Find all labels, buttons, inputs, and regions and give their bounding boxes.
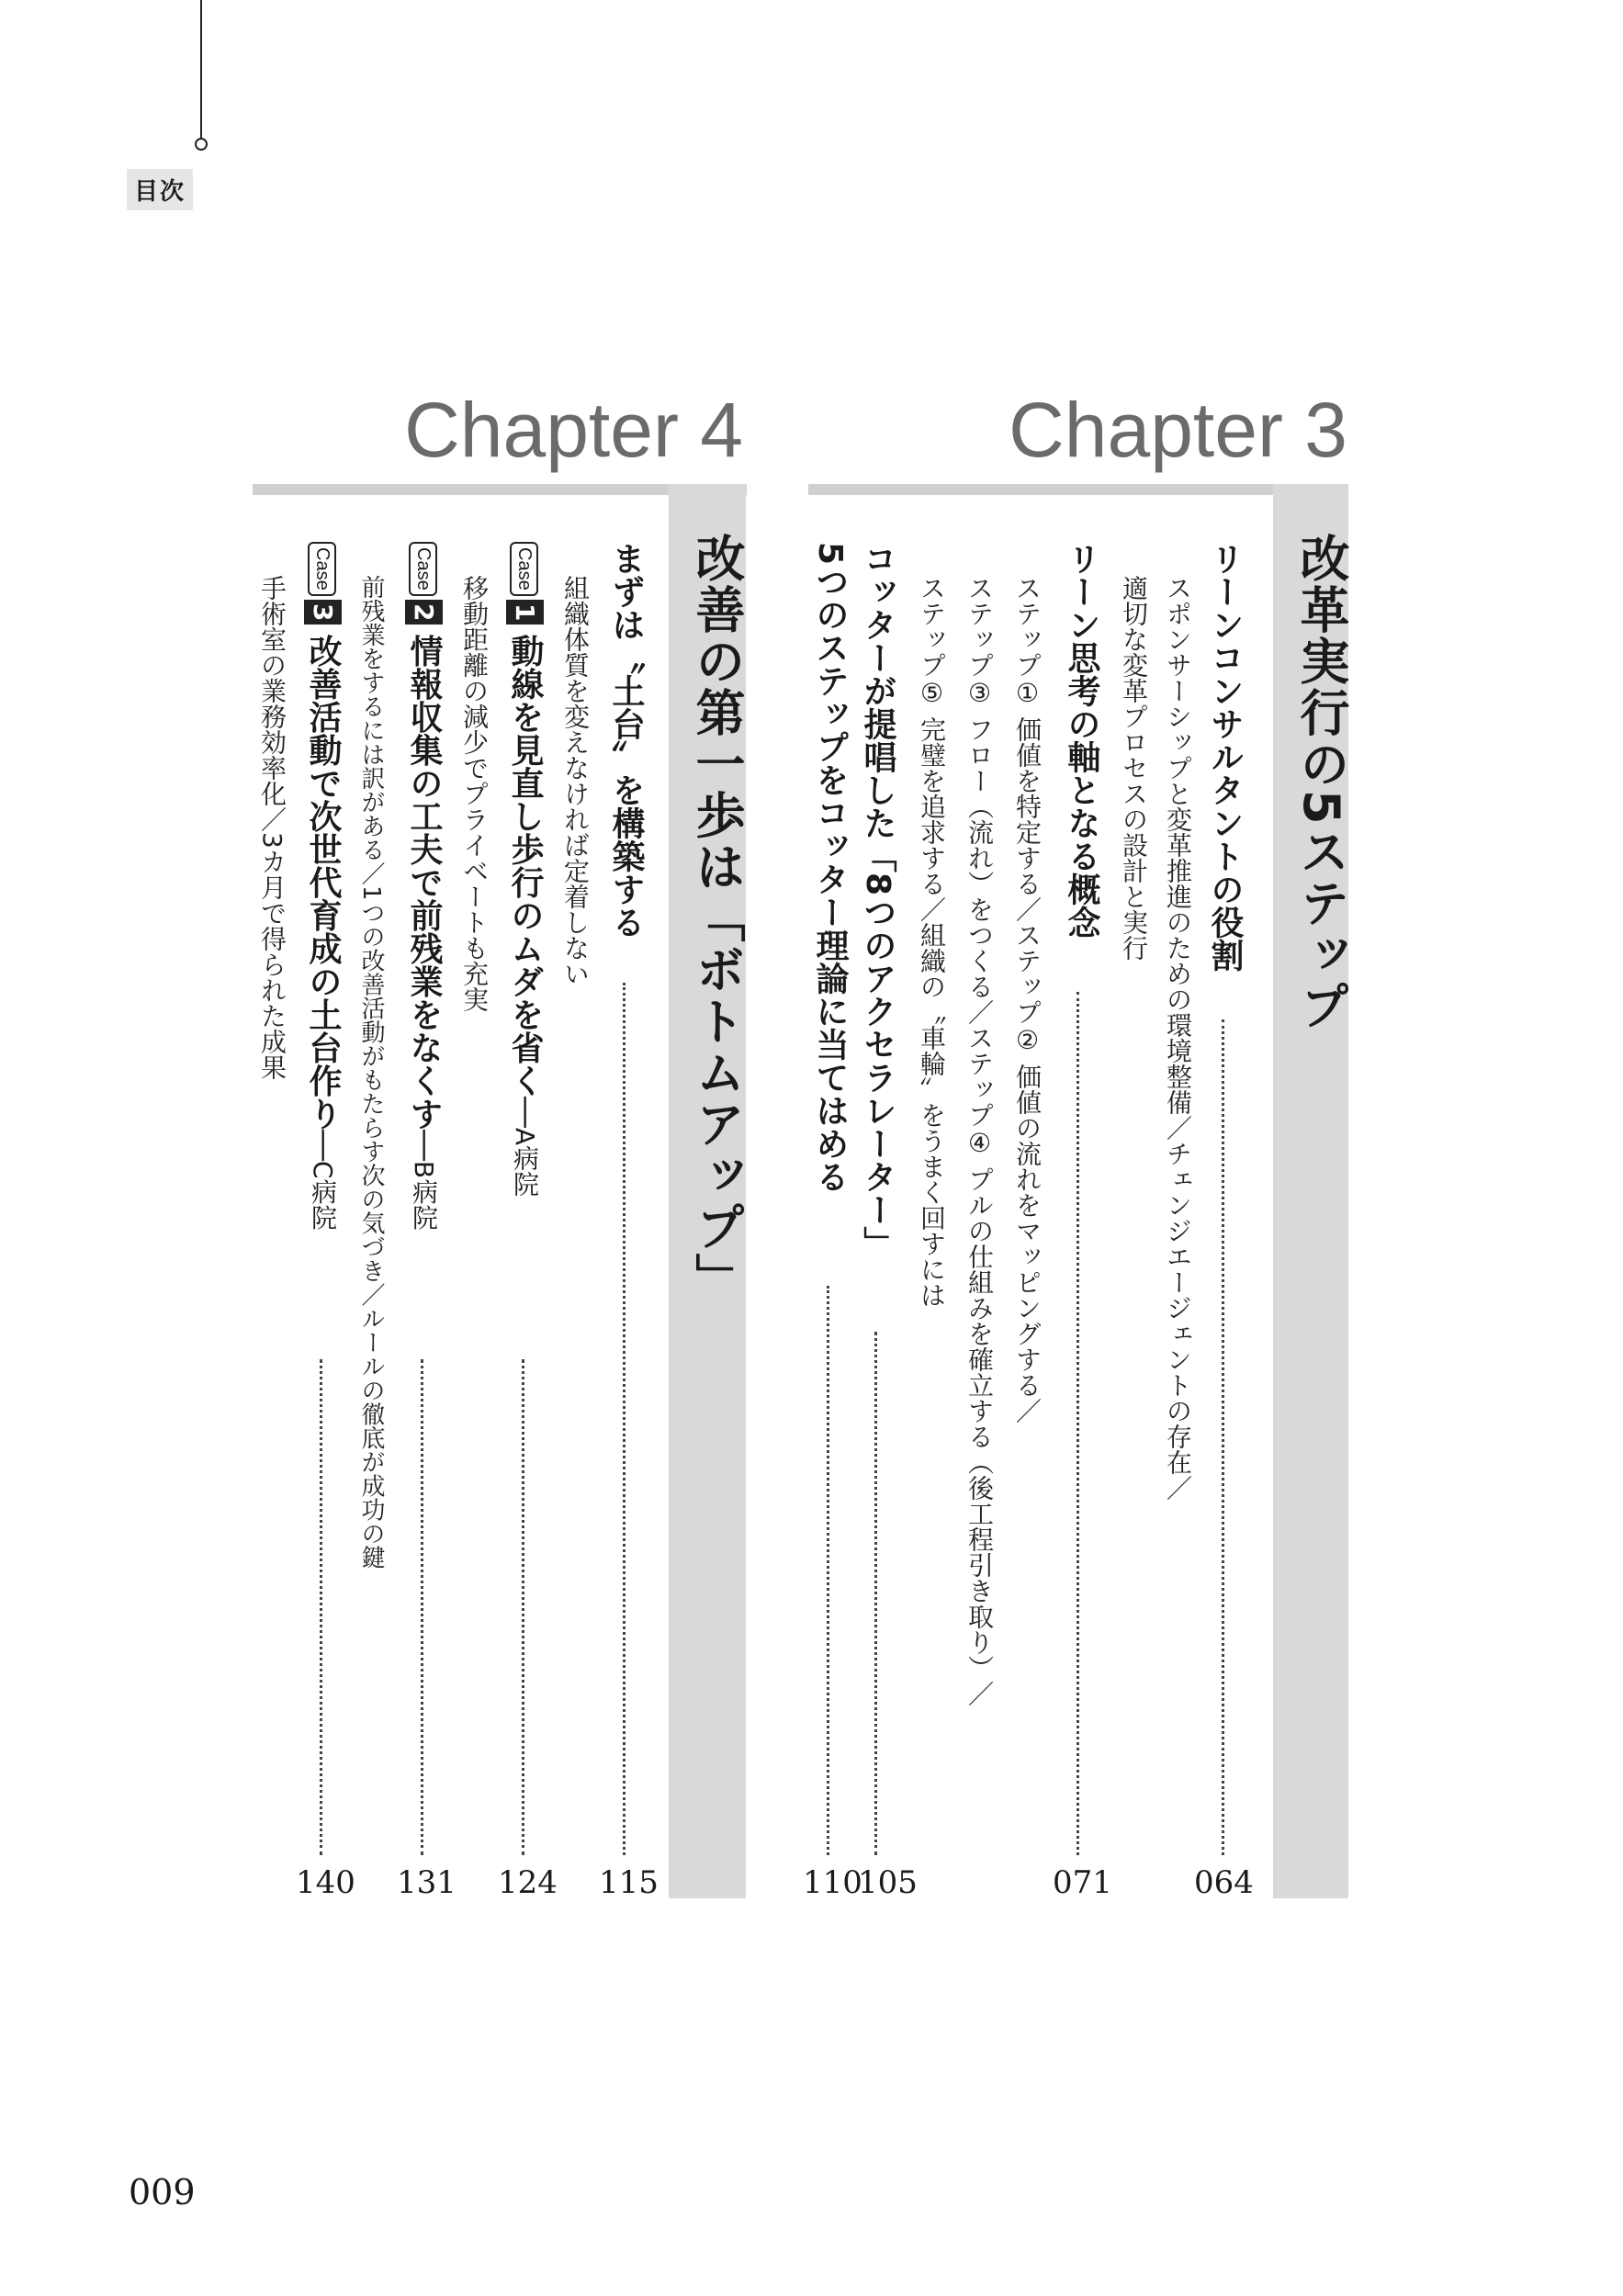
toc-entry-sub: スポンサーシップと変革推進のための環境整備／チェンジエージェントの存在／ xyxy=(1163,575,1193,1501)
leader-dots xyxy=(320,1359,322,1855)
leader-dots xyxy=(522,1359,524,1855)
chapter-3-heading: Chapter 3 xyxy=(1009,387,1347,473)
case-badge: Case xyxy=(308,542,336,596)
leader-dots xyxy=(421,1359,423,1855)
margin-marker-dot xyxy=(195,138,208,151)
toc-entry-suffix: ──B病院 xyxy=(409,1130,439,1231)
page-number: 105 xyxy=(858,1864,918,1901)
toc-entry-case-1 xyxy=(502,542,548,1197)
page-number: 064 xyxy=(1194,1864,1254,1901)
case-badge: Case xyxy=(409,542,437,596)
page-number: 110 xyxy=(803,1864,862,1901)
toc-entry-sub: ステップ③ フロー（流れ）をつくる／ステップ④ プルの仕組みを確立する（後工程引き取り）／ xyxy=(964,575,995,1706)
toc-entry-title: 改善活動で次世代育成の土台作り xyxy=(304,634,342,1131)
toc-entry-case-2 xyxy=(400,542,447,1230)
leader-dots xyxy=(1076,992,1079,1855)
toc-entry-sub: 手術室の業務効率化／3カ月で得られた成果 xyxy=(257,575,287,1080)
case-number: 3 xyxy=(304,600,342,625)
chapter-4-heading: Chapter 4 xyxy=(404,387,743,473)
toc-entry-sub: 適切な変革プロセスの設計と実行 xyxy=(1119,575,1149,961)
toc-entry-title: まずは〝土台〟を構築する xyxy=(607,542,645,939)
page-number: 071 xyxy=(1053,1864,1112,1901)
leader-dots xyxy=(874,1332,877,1855)
toc-entry-title: リーンコンサルタントの役割 xyxy=(1206,542,1244,972)
toc-label: 目次 xyxy=(127,169,193,210)
leader-dots xyxy=(827,1286,829,1855)
toc-entry-sub: ステップ① 価値を特定する／ステップ② 価値の流れをマッピングする／ xyxy=(1012,575,1043,1424)
page-number: 115 xyxy=(599,1864,659,1901)
leader-dots xyxy=(623,983,626,1855)
margin-marker-line xyxy=(200,0,202,140)
case-number: 2 xyxy=(405,600,443,625)
page-number: 124 xyxy=(498,1864,558,1901)
toc-entry-title: 動線を見直し歩行のムダを省く xyxy=(506,634,544,1097)
toc-entry-sub: ステップ⑤ 完璧を追求する／組織の〝車輪〟をうまく回すには xyxy=(917,575,947,1308)
toc-entry-title: コッターが提唱した「8つのアクセラレーター」 xyxy=(859,542,896,1260)
toc-entry-title: 情報収集の工夫で前残業をなくす xyxy=(405,634,443,1131)
chapter-3-rule xyxy=(808,484,1348,495)
chapter-3-title: 改革実行の5ステップ xyxy=(1292,533,1350,1032)
toc-entry-title: 5つのステップをコッター理論に当てはめる xyxy=(811,542,849,1194)
toc-entry-suffix: ──A病院 xyxy=(510,1097,540,1198)
folio-page-number: 009 xyxy=(129,2172,196,2212)
case-badge: Case xyxy=(510,542,538,596)
toc-entry-title: リーン思考の軸となる概念 xyxy=(1063,542,1100,939)
page-number: 131 xyxy=(397,1864,456,1901)
case-number: 1 xyxy=(506,600,544,625)
toc-entry-sub: 組織体質を変えなければ定着しない xyxy=(560,575,591,986)
toc-entry-case-3 xyxy=(299,542,346,1230)
toc-entry-sub: 前残業をするには訳がある／1つの改善活動がもたらす次の気づき／ルールの徹底が成功の鍵 xyxy=(357,575,385,1570)
leader-dots xyxy=(1222,1019,1224,1855)
toc-entry-suffix: ──C病院 xyxy=(308,1130,338,1231)
page-number: 140 xyxy=(296,1864,355,1901)
toc-entry-sub: 移動距離の減少でプライベートも充実 xyxy=(459,575,490,1012)
chapter-4-title: 改善の第一歩は「ボトムアップ」 xyxy=(688,533,746,1304)
